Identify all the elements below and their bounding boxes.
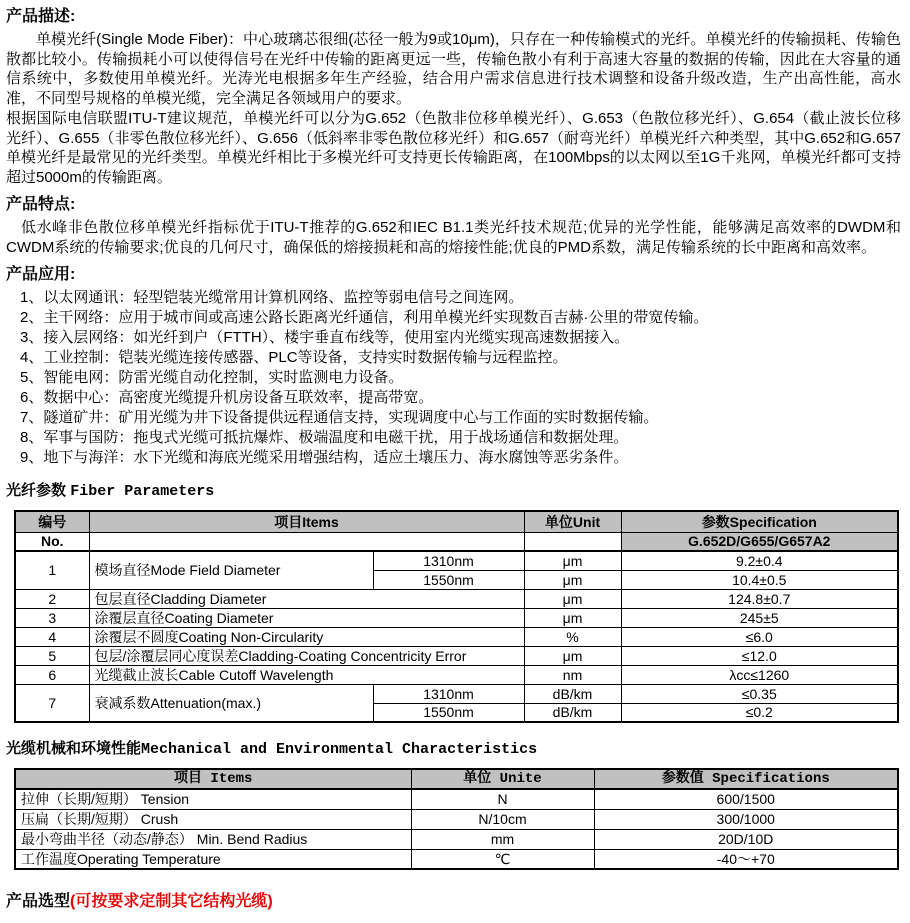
cell-wavelength: 1550nm <box>373 703 524 722</box>
header-cell-no-sub: No. <box>15 532 89 551</box>
table-row <box>15 829 898 849</box>
cell-no: 4 <box>15 627 89 646</box>
fiber-parameters-heading-cn: 光纤参数 <box>6 482 67 499</box>
application-item-6: 6、数据中心：高密度光缆提升机房设备互联效率，提高带宽。 <box>20 389 434 406</box>
cell-unit: μm <box>524 570 621 589</box>
cell-wavelength: 1310nm <box>373 551 524 570</box>
table-row <box>15 646 898 665</box>
cell-spec: ≤12.0 <box>621 646 898 665</box>
mechanical-table <box>14 768 899 870</box>
mechanical-heading-en: Mechanical and Environmental Characteristics <box>141 741 538 758</box>
header-cell-unit: 单位 Unite <box>411 769 594 789</box>
cell-item: 工作温度Operating Temperature <box>15 849 411 869</box>
cell-unit: dB/km <box>524 703 621 722</box>
application-item-8: 8、军事与国防：拖曳式光缆可抵抗爆炸、极端温度和电磁干扰，用于战场通信和数据处理。 <box>20 429 629 446</box>
mechanical-table-header-row <box>15 769 898 789</box>
cell-unit: μm <box>524 551 621 570</box>
cell-spec: ≤0.35 <box>621 684 898 703</box>
table-row <box>15 789 898 809</box>
features-paragraph: 低水峰非色散位移单模光纤指标优于ITU-T推荐的G.652和IEC B1.1类光纤技术规范;优异的光学性能，能够满足高效率的DWDM和CWDM系统的传输要求;优良的几何尺寸，确保低的熔接损耗和高的熔接性能;优良的PMD系数，满足传输系统的长中距离和高效率。 <box>6 219 901 256</box>
fiber-table-header-row-2 <box>15 532 898 551</box>
table-row <box>15 551 898 570</box>
cell-spec: ≤6.0 <box>621 627 898 646</box>
table-row <box>15 849 898 869</box>
header-cell-items: 项目 Items <box>15 769 411 789</box>
application-item-2: 2、主干网络：应用于城市间或高速公路长距离光纤通信，利用单模光纤实现数百吉赫·公里的带宽传输。 <box>20 309 709 326</box>
cell-wavelength: 1550nm <box>373 570 524 589</box>
application-item-7: 7、隧道矿井：矿用光缆为井下设备提供远程通信支持，实现调度中心与工作面的实时数据传输。 <box>20 409 659 426</box>
application-item-1: 1、以太网通讯：轻型铠装光缆常用计算机网络、监控等弱电信号之间连网。 <box>20 289 524 306</box>
application-item-4: 4、工业控制：铠装光缆连接传感器、PLC等设备，支持实时数据传输与远程监控。 <box>20 349 568 366</box>
mechanical-heading <box>6 740 901 759</box>
applications-list <box>6 288 901 468</box>
cell-wavelength: 1310nm <box>373 684 524 703</box>
table-row <box>15 627 898 646</box>
cell-item: 衰减系数Attenuation(max.) <box>89 684 373 722</box>
cell-unit: μm <box>524 646 621 665</box>
application-item-5: 5、智能电网：防雷光缆自动化控制，实时监测电力设备。 <box>20 369 404 386</box>
header-cell-items: 项目Items <box>89 511 524 532</box>
fiber-parameters-table <box>14 510 899 723</box>
application-item-3: 3、接入层网络：如光纤到户（FTTH）、楼宇垂直布线等，使用室内光缆实现高速数据接入。 <box>20 329 630 346</box>
cell-spec: 10.4±0.5 <box>621 570 898 589</box>
cell-unit: mm <box>411 829 594 849</box>
cell-unit: N/10cm <box>411 809 594 829</box>
cell-item: 模场直径Mode Field Diameter <box>89 551 373 589</box>
section-heading-features: 产品特点: <box>6 196 76 213</box>
cell-item: 包层/涂覆层同心度误差Cladding-Coating Concentricity Error <box>89 646 524 665</box>
selection-note-red: (可按要求定制其它结构光缆) <box>70 893 273 910</box>
cell-spec: 600/1500 <box>594 789 898 809</box>
header-cell-no: 编号 <box>15 511 89 532</box>
table-row <box>15 684 898 703</box>
description-paragraph-2: 根据国际电信联盟ITU-T建议规范，单模光纤可以分为G.652（色散非位移单模光纤）、G.653（色散位移光纤）、G.654（截止波长位移光纤）、G.655（非零色散位移光纤）、G.656（低斜率非零色散位移光纤）和G.657（耐弯光纤）单模光纤六种类型，其中G.652和G.657单模光纤是最常见的光纤类型。单模光纤相比于多模光纤可支持更长传输距离，在100Mbps的以太网以至1G千兆网，单模光纤都可支持超过5000m的传输距离。 <box>6 110 901 186</box>
cell-item: 涂覆层不圆度Coating Non-Circularity <box>89 627 524 646</box>
header-cell-spec: 参数Specification <box>621 511 898 532</box>
application-item-9: 9、地下与海洋：水下光缆和海底光缆采用增强结构，适应土壤压力、海水腐蚀等恶劣条件。 <box>20 449 629 466</box>
fiber-parameters-heading-en: Fiber Parameters <box>70 483 215 500</box>
description-paragraph-1: 单模光纤(Single Mode Fiber)：中心玻璃芯很细(芯径一般为9或10μm)，只存在一种传输模式的光纤。单模光纤的传输损耗、传输色散都比较小。传输损耗小可以使得信号在光纤中传输的距离更远一些，传输色散小有利于高速大容量的数据的传输，因此在大容量的通信系统中，多数使用单模光纤。光涛光电根据多年生产经验，结合用户需求信息进行技术调整和设备升级改造，生产出高性能，高水准，不同型号规格的单模光缆，完全满足各领域用户的要求。 <box>6 31 901 107</box>
selection-heading-text: 产品选型 <box>6 893 71 910</box>
section-heading-description: 产品描述: <box>6 8 76 25</box>
cell-spec: ≤0.2 <box>621 703 898 722</box>
header-cell-unit-empty <box>524 532 621 551</box>
cell-no: 2 <box>15 589 89 608</box>
cell-no: 3 <box>15 608 89 627</box>
cell-spec: 300/1000 <box>594 809 898 829</box>
header-cell-unit: 单位Unit <box>524 511 621 532</box>
cell-spec: λcc≤1260 <box>621 665 898 684</box>
section-heading-selection <box>6 892 901 912</box>
header-cell-items-empty <box>89 532 524 551</box>
header-cell-spec-model: G.652D/G655/G657A2 <box>621 532 898 551</box>
cell-unit: μm <box>524 608 621 627</box>
cell-item: 压扁（长期/短期） Crush <box>15 809 411 829</box>
cell-no: 7 <box>15 684 89 722</box>
section-heading-applications: 产品应用: <box>6 266 76 283</box>
cell-spec: 245±5 <box>621 608 898 627</box>
cell-item: 拉伸（长期/短期） Tension <box>15 789 411 809</box>
cell-item: 光缆截止波长Cable Cutoff Wavelength <box>89 665 524 684</box>
fiber-parameters-heading <box>6 482 901 501</box>
cell-unit: μm <box>524 589 621 608</box>
cell-no: 6 <box>15 665 89 684</box>
cell-item: 包层直径Cladding Diameter <box>89 589 524 608</box>
mechanical-heading-cn: 光缆机械和环境性能 <box>6 740 142 757</box>
cell-item: 涂覆层直径Coating Diameter <box>89 608 524 627</box>
cell-spec: -40～+70 <box>594 849 898 869</box>
cell-unit: ℃ <box>411 849 594 869</box>
table-row <box>15 665 898 684</box>
cell-item: 最小弯曲半径（动态/静态） Min. Bend Radius <box>15 829 411 849</box>
cell-no: 1 <box>15 551 89 589</box>
cell-unit: dB/km <box>524 684 621 703</box>
cell-no: 5 <box>15 646 89 665</box>
cell-unit: nm <box>524 665 621 684</box>
cell-unit: N <box>411 789 594 809</box>
table-row <box>15 589 898 608</box>
cell-spec: 9.2±0.4 <box>621 551 898 570</box>
cell-unit: % <box>524 627 621 646</box>
cell-spec: 20D/10D <box>594 829 898 849</box>
table-row <box>15 809 898 829</box>
table-row <box>15 608 898 627</box>
header-cell-spec: 参数值 Specifications <box>594 769 898 789</box>
fiber-table-header-row-1 <box>15 511 898 532</box>
cell-spec: 124.8±0.7 <box>621 589 898 608</box>
